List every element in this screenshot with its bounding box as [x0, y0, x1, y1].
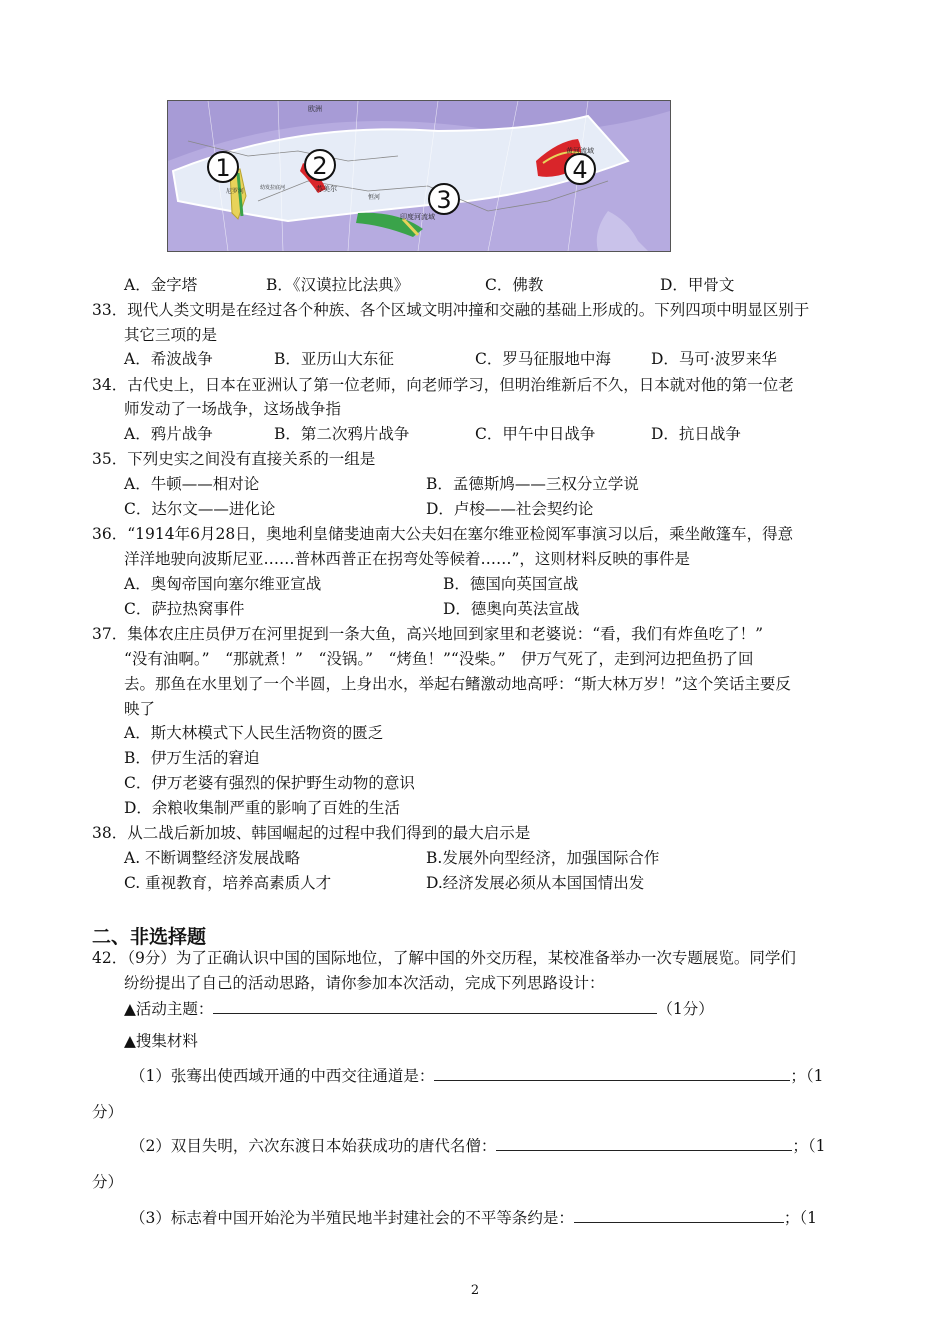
section-2-heading: 二、非选择题 [92, 926, 207, 948]
q33-stem-line2: 其它三项的是 [124, 326, 218, 344]
map-label-europe: 欧洲 [308, 105, 322, 113]
q34-option-a: A．鸦片战争 [124, 425, 213, 443]
q42-item3-row [130, 1206, 817, 1229]
q38-stem: 38．从二战后新加坡、韩国崛起的过程中我们得到的最大启示是 [92, 824, 531, 842]
q37-stem-line2: “没有油啊。” “那就煮！” “没锅。” “烤鱼！”“没柴。” 伊万气死了，走到河边把鱼扔了回 [124, 650, 754, 668]
q37-option-b: B．伊万生活的窘迫 [124, 749, 260, 767]
q32-option-d: D．甲骨文 [660, 276, 735, 294]
q37-option-a: A．斯大林模式下人民生活物资的匮乏 [124, 724, 384, 742]
q37-stem-line4: 映了 [124, 700, 156, 718]
q35-option-a: A．牛顿——相对论 [124, 475, 260, 493]
map-label-sumer: 苏美尔 [316, 185, 337, 193]
q42-item2-text: （2）双目失明，六次东渡日本始获成功的唐代名僧： [130, 1137, 497, 1155]
q42-item1-text: （1）张骞出使西域开通的中西交往通道是： [130, 1067, 435, 1085]
q42-stem-line2: 纷纷提出了自己的活动思路，请你参加本次活动，完成下列思路设计： [124, 974, 605, 992]
q34-option-d: D．抗日战争 [651, 425, 741, 443]
ancient-civilizations-map [167, 100, 671, 252]
q38-option-a: A. 不断调整经济发展战略 [124, 849, 301, 867]
q42-theme-blank[interactable] [213, 997, 657, 1014]
q37-stem-line3: 去。那鱼在水里划了一个半圆，上身出水，举起右鳍激动地高呼：“斯大林万岁！”这个笑话主要反 [124, 675, 791, 693]
map-label-yellow-river: 黄河流域 [566, 147, 594, 155]
q42-item2-tail: ；（1 [792, 1137, 826, 1155]
map-label-nile: 尼罗河 [226, 188, 245, 195]
q34-stem-line2: 师发动了一场战争，这场战争指 [124, 400, 342, 418]
q35-option-b: B．孟德斯鸠——三权分立学说 [426, 475, 639, 493]
q36-stem-line1: 36．“1914年6月28日，奥地利皇储斐迪南大公夫妇在塞尔维亚检阅军事演习以后，乘坐敞篷车，得意 [92, 525, 794, 543]
q42-item3-blank[interactable] [574, 1206, 784, 1223]
q42-collect-label: ▲搜集材料 [124, 1032, 198, 1050]
q42-item2-blank[interactable] [496, 1134, 792, 1151]
q36-option-d: D．德奥向英法宣战 [443, 600, 580, 618]
q33-stem-line1: 33．现代人类文明是在经过各个种族、各个区域文明冲撞和交融的基础上形成的。下列四项中明显区别于 [92, 301, 810, 319]
q33-option-b: B．亚历山大东征 [274, 350, 394, 368]
q42-theme-score: （1分） [657, 1000, 714, 1018]
page-number: 2 [470, 1283, 480, 1298]
q32-option-c: C．佛教 [485, 276, 544, 294]
q42-item2-row [130, 1134, 826, 1157]
q36-stem-line2: 洋洋地驶向波斯尼亚……普林西普正在拐弯处等候着……”，这则材料反映的事件是 [124, 550, 690, 568]
q34-option-b: B．第二次鸦片战争 [274, 425, 410, 443]
q33-option-a: A．希波战争 [124, 350, 213, 368]
q42-item1-tail: ；（1 [790, 1067, 824, 1085]
map-marker-4: 4 [572, 156, 588, 184]
q36-option-b: B．德国向英国宣战 [443, 575, 579, 593]
q42-item3-tail: ；（1 [783, 1209, 817, 1227]
q32-option-b: B．《汉谟拉比法典》 [266, 276, 410, 294]
q38-option-c: C. 重视教育，培养高素质人才 [124, 874, 332, 892]
q34-option-c: C．甲午中日战争 [475, 425, 596, 443]
map-marker-2: 2 [312, 152, 328, 180]
map-marker-3: 3 [436, 186, 452, 214]
q33-option-c: C．罗马征服地中海 [475, 350, 611, 368]
q42-item3-text: （3）标志着中国开始沦为半殖民地半封建社会的不平等条约是： [130, 1209, 574, 1227]
q36-option-a: A．奥匈帝国向塞尔维亚宣战 [124, 575, 322, 593]
q37-option-c: C．伊万老婆有强烈的保护野生动物的意识 [124, 774, 415, 792]
q35-option-d: D．卢梭——社会契约论 [426, 500, 594, 518]
q42-item1-blank[interactable] [434, 1064, 790, 1081]
map-marker-1: 1 [215, 154, 231, 182]
q42-item1-score-end: 分） [92, 1103, 124, 1121]
q38-option-d: D.经济发展必须从本国国情出发 [426, 874, 645, 892]
q35-stem: 35．下列史实之间没有直接关系的一组是 [92, 450, 376, 468]
q36-option-c: C．萨拉热窝事件 [124, 600, 245, 618]
map-label-ganges: 恒河 [368, 194, 381, 201]
q33-option-d: D．马可·波罗来华 [651, 350, 777, 368]
map-label-euphrates: 幼发拉底河 [260, 185, 286, 191]
map-label-indus: 印度河流域 [400, 213, 435, 221]
q42-item1-row [130, 1064, 824, 1087]
q32-option-a: A．金字塔 [124, 276, 198, 294]
q42-item2-score-end: 分） [92, 1173, 124, 1191]
q37-option-d: D．余粮收集制严重的影响了百姓的生活 [124, 799, 400, 817]
q37-stem-line1: 37．集体农庄庄员伊万在河里捉到一条大鱼，高兴地回到家里和老婆说：“看，我们有炸鱼吃了！” [92, 625, 764, 643]
q34-stem-line1: 34．古代史上，日本在亚洲认了第一位老师，向老师学习，但明治维新后不久，日本就对他的第一位老 [92, 376, 794, 394]
q38-option-b: B.发展外向型经济，加强国际合作 [426, 849, 660, 867]
map-graphic [168, 101, 670, 251]
q42-theme-row [124, 997, 714, 1020]
q42-theme-label: ▲活动主题： [124, 1000, 214, 1018]
q35-option-c: C．达尔文——进化论 [124, 500, 276, 518]
q42-stem-line1: 42．（9分）为了正确认识中国的国际地位，了解中国的外交历程，某校准备举办一次专题展览。同学们 [92, 949, 796, 967]
